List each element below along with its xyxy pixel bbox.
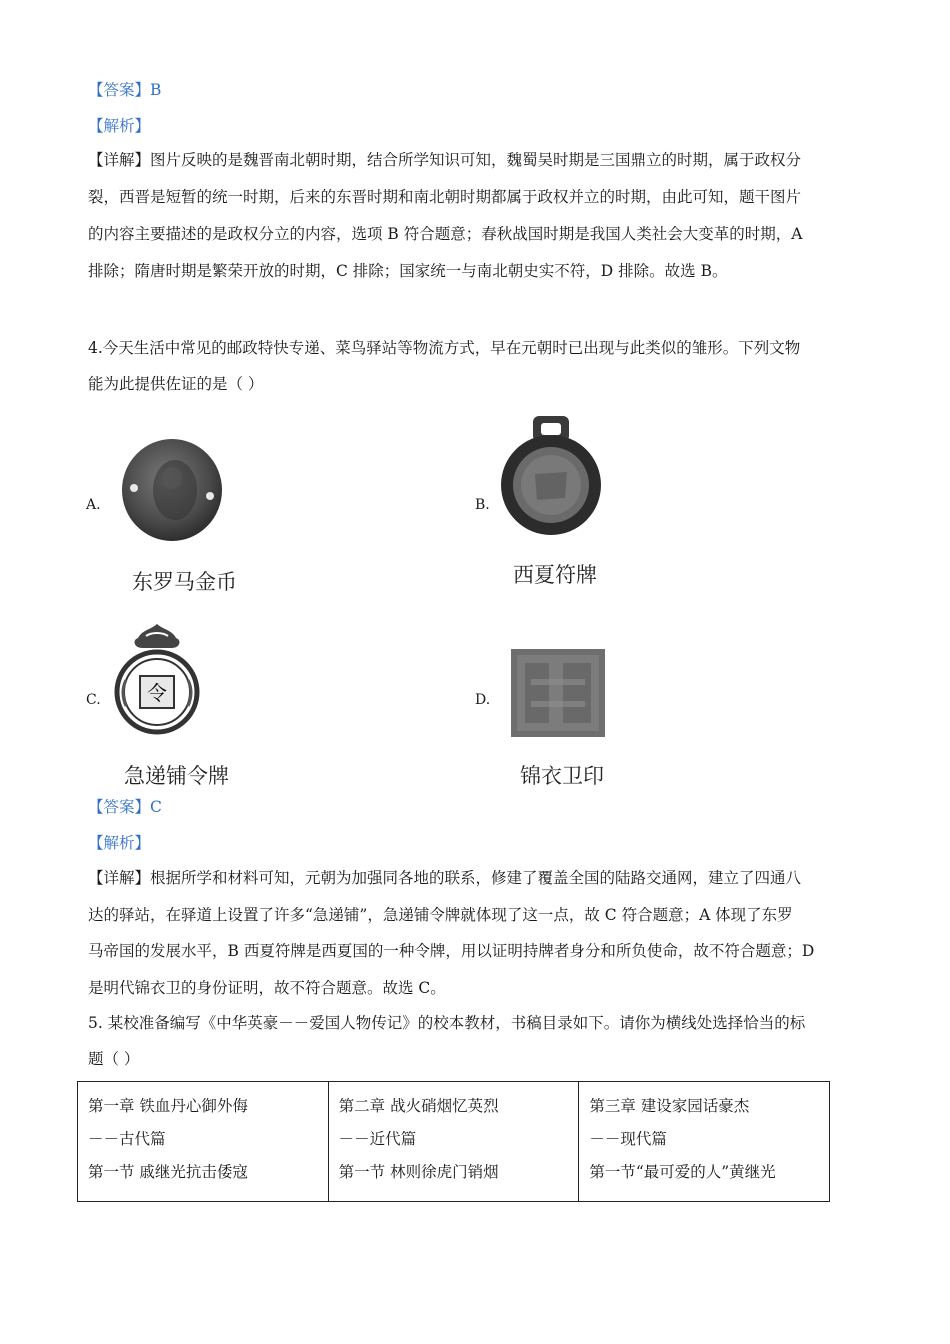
book-contents-table: [77, 1081, 830, 1202]
option-b-letter: B.: [475, 497, 490, 513]
chapter-title: 第二章 战火硝烟忆英烈: [338, 1097, 499, 1115]
q4-detail-line-4: 是明代锦衣卫的身份证明，故不符合题意。故选 C。: [88, 979, 446, 997]
q3-detail-line-2: 裂，西晋是短暂的统一时期，后来的东晋时期和南北朝时期都属于政权并立的时期，由此可知，题干图片: [88, 188, 802, 206]
option-b-caption: 西夏符牌: [513, 563, 597, 587]
q4-stem-line-1: 4.今天生活中常见的邮政特快专递、菜鸟驿站等物流方式，早在元朝时已出现与此类似的雏形。下列文物: [88, 339, 801, 357]
option-a-caption: 东罗马金币: [132, 570, 237, 594]
chapter-era: －－古代篇: [88, 1130, 166, 1148]
q3-analysis-tag: 【解析】: [88, 117, 151, 135]
option-a-letter: A.: [86, 497, 101, 513]
option-d-letter: D.: [475, 692, 491, 708]
q5-stem-line-2: 题（ ）: [88, 1050, 140, 1068]
chapter-era: －－现代篇: [589, 1130, 667, 1148]
q5-stem-line-1: 5. 某校准备编写《中华英豪－－爱国人物传记》的校本教材，书稿目录如下。请你为横线处选择恰当的标: [88, 1014, 806, 1032]
q4-detail-line-3: 马帝国的发展水平，B 西夏符牌是西夏国的一种令牌，用以证明持牌者身分和所负使命，故不符合题意；D: [88, 942, 815, 960]
answer-value: B: [150, 81, 162, 99]
q3-detail-line-3: 的内容主要描述的是政权分立的内容，选项 B 符合题意；春秋战国时期是我国人类社会大变革的时期，A: [88, 225, 803, 243]
table-row: [78, 1082, 830, 1202]
q4-analysis-tag: 【解析】: [88, 834, 151, 852]
detail-tag: 【详解】: [88, 151, 151, 169]
chapter-title: 第一章 铁血丹心御外侮: [88, 1097, 248, 1115]
chapter-section: 第一节 林则徐虎门销烟: [338, 1163, 499, 1181]
option-c-letter: C.: [86, 692, 101, 708]
western-xia-tally-image: [499, 414, 603, 536]
table-cell-chapter-3: [579, 1082, 830, 1202]
chapter-title: 第三章 建设家园话豪杰: [589, 1097, 750, 1115]
answer-tag: 【答案】: [88, 81, 151, 99]
answer-tag: 【答案】: [88, 798, 151, 816]
option-c-caption: 急递铺令牌: [124, 764, 229, 788]
table-cell-chapter-2: [328, 1082, 579, 1202]
q4-stem-line-2: 能为此提供佐证的是（ ）: [88, 375, 264, 393]
chapter-section: 第一节 戚继光抗击倭寇: [88, 1163, 248, 1181]
q3-answer-line: [88, 79, 161, 101]
q3-detail-line-1: 【详解】图片反映的是魏晋南北朝时期，结合所学知识可知，魏蜀吴时期是三国鼎立的时期，属于政权分: [88, 151, 802, 169]
q4-detail-line-2: 达的驿站，在驿道上设置了许多“急递铺”，急递铺令牌就体现了这一点，故 C 符合题意；A 体现了东罗: [88, 906, 793, 924]
q3-detail-line-4: 排除；隋唐时期是繁荣开放的时期，C 排除；国家统一与南北朝史实不符，D 排除。故选 B。: [88, 262, 728, 280]
option-d-caption: 锦衣卫印: [520, 764, 604, 788]
table-cell-chapter-1: [78, 1082, 329, 1202]
q4-answer-line: [88, 796, 162, 818]
chapter-section: 第一节“最可爱的人”黄继光: [589, 1163, 776, 1181]
q4-detail-line-1: 【详解】根据所学和材料可知，元朝为加强同各地的联系，修建了覆盖全国的陆路交通网，建立了四通八: [88, 869, 802, 887]
token-seal-char: 令: [147, 681, 167, 705]
answer-value: C: [150, 798, 162, 816]
courier-post-token-image: [112, 622, 202, 740]
chapter-era: －－近代篇: [338, 1130, 417, 1148]
imperial-guard-seal-image: [511, 649, 605, 737]
byzantine-gold-coin-image: [120, 438, 224, 542]
detail-tag: 【详解】: [88, 869, 151, 887]
